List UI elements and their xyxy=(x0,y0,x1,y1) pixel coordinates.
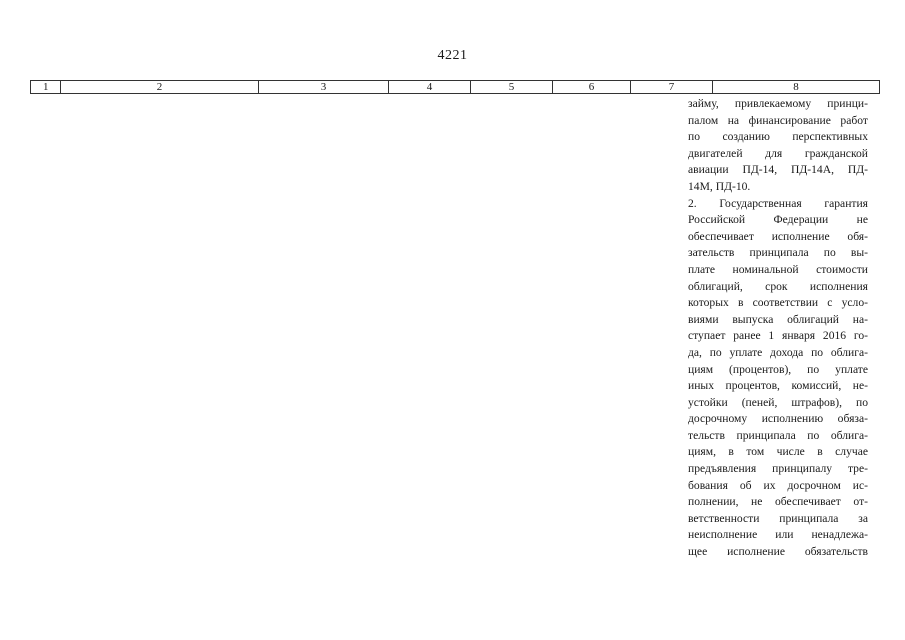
text-line: Российской Федерации не xyxy=(688,213,868,227)
text-line: обеспечивает исполнение обя- xyxy=(688,229,868,243)
text-line: по созданию перспективных xyxy=(688,130,868,144)
column-header-8 xyxy=(713,81,879,93)
page-number: 4221 xyxy=(437,48,468,63)
text-line: которых в соответствии с усло- xyxy=(688,296,868,310)
text-line: двигателей для гражданской xyxy=(688,146,868,160)
column-header-3-label: 3 xyxy=(320,81,327,93)
text-line: да, по уплате дохода по облига- xyxy=(688,345,868,359)
text-line: займу, привлекаемому принци- xyxy=(688,97,868,110)
text-line: циям (процентов), по уплате xyxy=(688,362,868,376)
text-line: зательств принципала по вы- xyxy=(688,246,868,260)
text-line: устойки (пеней, штрафов), по xyxy=(688,395,868,409)
column-header-1 xyxy=(31,81,61,93)
text-line: полнении, не обеспечивает от- xyxy=(688,495,868,509)
table-header-row xyxy=(30,80,880,94)
column-header-4 xyxy=(389,81,471,93)
column-header-7 xyxy=(631,81,713,93)
column-header-2-label: 2 xyxy=(156,81,163,93)
text-line: облигаций, срок исполнения xyxy=(688,279,868,293)
column-header-7-label: 7 xyxy=(668,81,675,93)
text-line: плате номинальной стоимости xyxy=(688,262,868,276)
column-header-6-label: 6 xyxy=(588,81,595,93)
text-line: ступает ранее 1 января 2016 го- xyxy=(688,329,868,343)
column-header-1-label: 1 xyxy=(43,81,49,93)
column-8-text xyxy=(688,96,868,561)
text-line: иных процентов, комиссий, не- xyxy=(688,379,868,393)
text-line: 2. Государственная гарантия xyxy=(688,196,868,210)
column-header-4-label: 4 xyxy=(426,81,433,93)
text-line: щее исполнение обязательств xyxy=(688,545,868,559)
text-line: бования об их досрочном ис- xyxy=(688,478,868,492)
column-header-5-label: 5 xyxy=(508,81,515,93)
column-header-2 xyxy=(61,81,259,93)
column-header-3 xyxy=(259,81,389,93)
text-line: виями выпуска облигаций на- xyxy=(688,312,868,326)
text-line: предъявления принципалу тре- xyxy=(688,462,868,476)
text-line: тельств принципала по облига- xyxy=(688,428,868,442)
text-line: палом на финансирование работ xyxy=(688,113,868,127)
column-header-8-label: 8 xyxy=(793,81,799,93)
column-header-5 xyxy=(471,81,553,93)
text-line: циям, в том числе в случае xyxy=(688,445,868,459)
text-line: ветственности принципала за xyxy=(688,511,868,525)
text-line: авиации ПД-14, ПД-14А, ПД- xyxy=(688,163,868,177)
column-header-6 xyxy=(553,81,631,93)
text-line: неисполнение или ненадлежа- xyxy=(688,528,868,542)
text-line: досрочному исполнению обяза- xyxy=(688,412,868,426)
text-line: 14М, ПД-10. xyxy=(688,179,751,193)
